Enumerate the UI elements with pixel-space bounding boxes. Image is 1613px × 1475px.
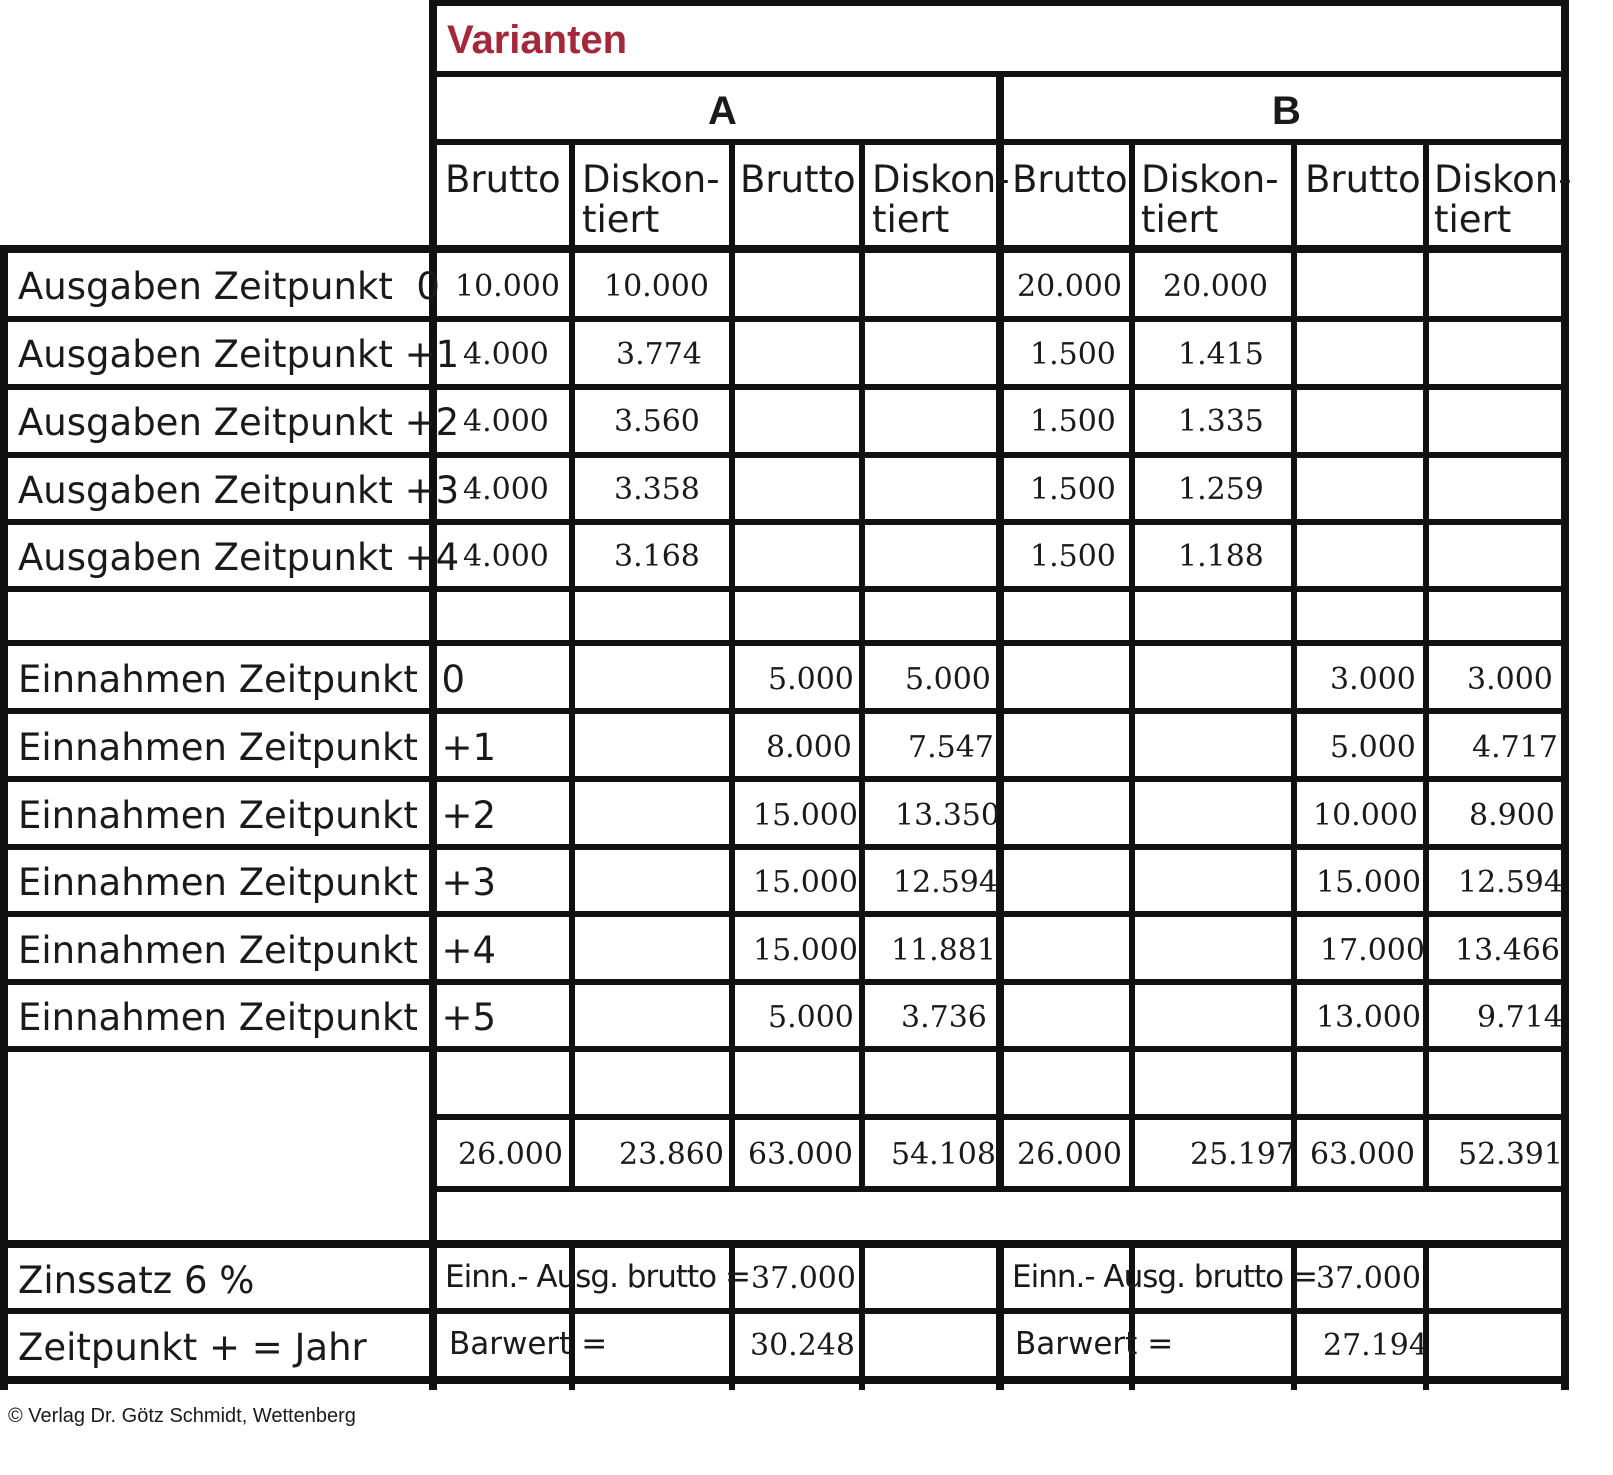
table-cell: 10.000	[1313, 798, 1418, 833]
grid-line-h	[0, 316, 1569, 322]
variant-b-header: B	[1272, 89, 1301, 133]
table-cell: 1.188	[1178, 539, 1264, 574]
column-header: Diskon- tiert	[1141, 158, 1279, 241]
total-cell: 63.000	[1310, 1137, 1415, 1172]
row-label: Ausgaben Zeitpunkt +3	[18, 469, 460, 512]
grid-line-v	[859, 1244, 865, 1390]
table-cell: 13.466	[1455, 933, 1560, 968]
table-cell: 3.168	[614, 539, 700, 574]
grid-line-h	[429, 0, 1569, 6]
table-cell: 1.500	[1030, 404, 1116, 439]
present-value-b: 27.194	[1323, 1328, 1428, 1363]
table-cell: 3.560	[614, 404, 700, 439]
row-label: Einnahmen Zeitpunkt +4	[18, 929, 496, 972]
row-label: Ausgaben Zeitpunkt +1	[18, 333, 460, 376]
total-cell: 23.860	[619, 1137, 724, 1172]
row-label: Einnahmen Zeitpunkt +3	[18, 861, 496, 904]
grid-line-v	[1291, 140, 1297, 1192]
total-cell: 52.391	[1458, 1137, 1563, 1172]
table-cell: 4.717	[1472, 730, 1558, 765]
grid-line-h	[0, 1046, 1569, 1052]
table-cell: 13.350	[895, 798, 1000, 833]
column-header: Brutto	[1305, 158, 1421, 201]
table-cell: 1.500	[1030, 539, 1116, 574]
grid-line-h	[0, 1308, 1569, 1314]
row-label: Ausgaben Zeitpunkt +2	[18, 401, 460, 444]
difference-value-a: 37.000	[751, 1261, 856, 1296]
total-cell: 63.000	[748, 1137, 853, 1172]
grid-line-h	[429, 71, 1569, 77]
difference-label-b: Einn.- Ausg. brutto =	[1012, 1259, 1317, 1295]
table-cell: 8.000	[766, 730, 852, 765]
grid-line-v	[569, 140, 575, 1192]
total-cell: 26.000	[1017, 1137, 1122, 1172]
grid-line-h	[0, 452, 1569, 458]
grid-line-h	[429, 1186, 1569, 1192]
table-cell: 12.594	[1458, 865, 1563, 900]
difference-label-a: Einn.- Ausg. brutto =	[445, 1259, 750, 1295]
present-value-label-b: Barwert =	[1015, 1326, 1174, 1362]
table-cell: 10.000	[455, 269, 560, 304]
grid-line-h	[0, 586, 1569, 592]
table-cell: 5.000	[905, 662, 991, 697]
table-cell: 17.000	[1320, 933, 1425, 968]
table-cell: 20.000	[1163, 269, 1268, 304]
grid-line-h	[0, 1376, 1569, 1384]
grid-line-v	[1423, 1244, 1429, 1390]
table-cell: 4.000	[463, 539, 549, 574]
table-cell: 15.000	[753, 798, 858, 833]
grid-line-h	[0, 844, 1569, 850]
column-header: Diskon- tiert	[582, 158, 720, 241]
column-header: Brutto	[1012, 158, 1128, 201]
total-cell: 25.197	[1190, 1137, 1295, 1172]
row-label: Einnahmen Zeitpunkt +1	[18, 726, 496, 769]
grid-line-h	[429, 1114, 1569, 1120]
table-cell: 1.415	[1178, 337, 1264, 372]
row-label: Einnahmen Zeitpunkt +2	[18, 794, 496, 837]
variant-a-header: A	[708, 89, 737, 133]
grid-line-h	[0, 911, 1569, 917]
period-note-label: Zeitpunkt + = Jahr	[18, 1326, 367, 1369]
grid-line-v	[996, 1244, 1004, 1390]
grid-line-h	[0, 384, 1569, 390]
table-cell: 5.000	[768, 1000, 854, 1035]
table-cell: 1.500	[1030, 337, 1116, 372]
table-cell: 15.000	[753, 865, 858, 900]
grid-line-h	[0, 708, 1569, 714]
table-title: Varianten	[447, 18, 628, 62]
table-cell: 4.000	[463, 472, 549, 507]
table-cell: 1.259	[1178, 472, 1264, 507]
grid-line-v	[1129, 140, 1135, 1192]
grid-line-h	[0, 519, 1569, 525]
table-cell: 9.714	[1477, 1000, 1563, 1035]
row-label: Einnahmen Zeitpunkt +5	[18, 996, 496, 1039]
row-label: Ausgaben Zeitpunkt +4	[18, 536, 460, 579]
table-cell: 4.000	[463, 337, 549, 372]
table-cell: 1.500	[1030, 472, 1116, 507]
table-cell: 5.000	[1330, 730, 1416, 765]
table-cell: 8.900	[1469, 798, 1555, 833]
grid-line-h	[0, 776, 1569, 782]
total-cell: 54.108	[891, 1137, 996, 1172]
column-header: Diskon- tiert	[1434, 158, 1572, 241]
grid-line-v	[996, 73, 1004, 1192]
table-cell: 20.000	[1017, 269, 1122, 304]
row-label: Ausgaben Zeitpunkt 0	[18, 265, 440, 308]
table-cell: 15.000	[753, 933, 858, 968]
grid-line-h	[0, 979, 1569, 985]
grid-line-h	[0, 1240, 1569, 1248]
row-label: Einnahmen Zeitpunkt 0	[18, 658, 465, 701]
table-cell: 15.000	[1316, 865, 1421, 900]
present-value-a: 30.248	[750, 1328, 855, 1363]
interest-rate-label: Zinssatz 6 %	[18, 1259, 255, 1302]
grid-line-h	[0, 245, 1569, 253]
table-cell: 10.000	[604, 269, 709, 304]
column-header: Diskon- tiert	[872, 158, 1010, 241]
table-cell: 13.000	[1316, 1000, 1421, 1035]
table-cell: 3.000	[1330, 662, 1416, 697]
present-value-label-a: Barwert =	[449, 1326, 608, 1362]
grid-line-v	[729, 140, 735, 1192]
table-cell: 7.547	[908, 730, 994, 765]
difference-value-b: 37.000	[1316, 1261, 1421, 1296]
table-cell: 12.594	[893, 865, 998, 900]
column-header: Brutto	[740, 158, 856, 201]
table-cell: 3.358	[614, 472, 700, 507]
grid-line-v	[859, 140, 865, 1192]
table-cell: 1.335	[1178, 404, 1264, 439]
total-cell: 26.000	[458, 1137, 563, 1172]
copyright-note: © Verlag Dr. Götz Schmidt, Wettenberg	[8, 1405, 356, 1427]
table-cell: 3.736	[901, 1000, 987, 1035]
grid-line-h	[0, 640, 1569, 646]
table-cell: 3.000	[1467, 662, 1553, 697]
grid-line-h	[429, 139, 1569, 145]
table-cell: 4.000	[463, 404, 549, 439]
table-cell: 5.000	[768, 662, 854, 697]
table-cell: 11.881	[891, 933, 996, 968]
grid-line-v	[1423, 140, 1429, 1192]
column-header: Brutto	[445, 158, 561, 201]
table-cell: 3.774	[616, 337, 702, 372]
grid-line-v	[0, 247, 8, 1390]
